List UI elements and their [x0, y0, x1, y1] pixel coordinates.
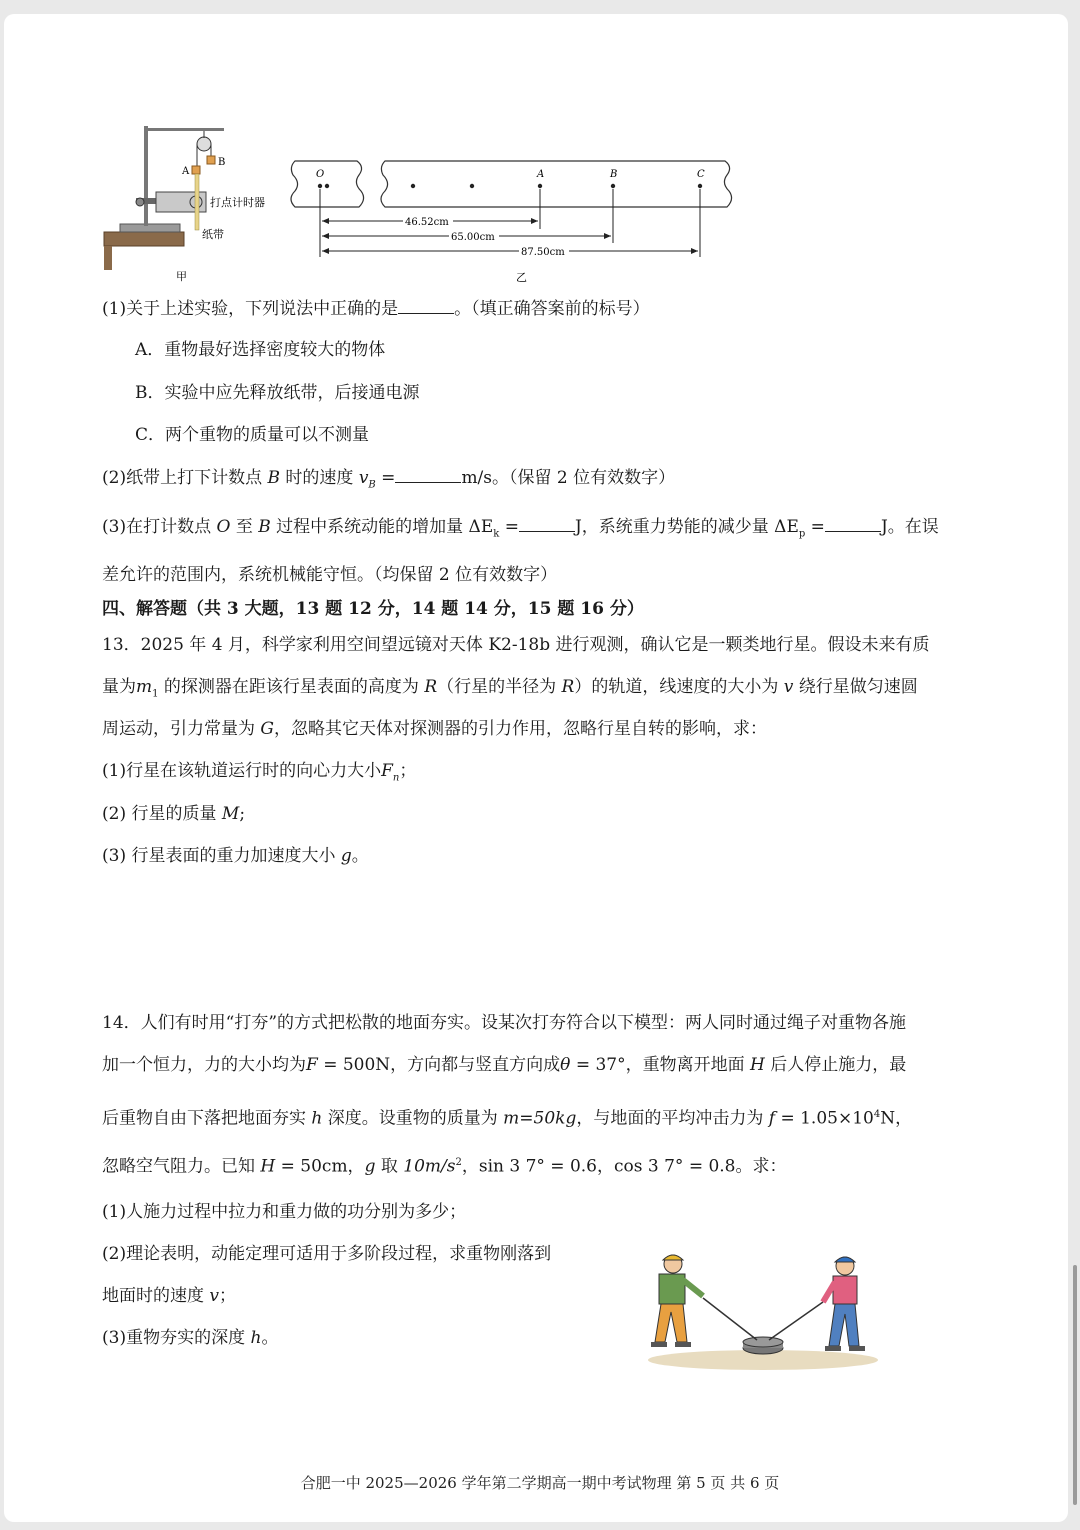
q13-line2: 量为$m_1$ 的探测器在距该行星表面的高度为 R（行星的半径为 R）的轨道，线速度的大小为 v 绕行星做匀速圆 [102, 677, 918, 700]
tape-label: 纸带 [202, 228, 224, 241]
q13-sub2: (2) 行星的质量 M; [102, 804, 246, 824]
section-title: 四、解答题（共 3 大题，13 题 12 分，14 题 14 分，15 题 16 分） [102, 599, 644, 619]
q14-line3: 后重物自由下落把地面夯实 h 深度。设重物的质量为 m=50kg，与地面的平均冲击力为 $f = 1.05\times 10^4N$， [102, 1108, 913, 1129]
q14-sub2-line1: (2)理论表明，动能定理可适用于多阶段过程，求重物刚落到 [102, 1244, 552, 1264]
exp-q1: (1)关于上述实验，下列说法中正确的是 。（填正确答案前的标号） [102, 299, 650, 319]
point-o: O [316, 169, 325, 180]
dist-ob: 65.00cm [451, 232, 495, 243]
q14-sub1: (1)人施力过程中拉力和重力做的功分别为多少； [102, 1202, 467, 1222]
q14-sub2-line2: 地面时的速度 v； [102, 1286, 237, 1306]
exp-q1-option-b: B．实验中应先释放纸带，后接通电源 [135, 383, 420, 403]
point-c: C [697, 169, 705, 180]
label-b: B [218, 157, 226, 168]
figure-caption-yi: 乙 [516, 271, 527, 284]
q13-sub1: (1)行星在该轨道运行时的向心力大小$F_n$； [102, 761, 417, 784]
tamping-illustration [645, 1250, 880, 1375]
q14-line4: 忽略空气阻力。已知 H = 50cm，g 取 $10m/s^2$，sin 3 7° = 0.6，cos 3 7° = 0.8。求： [102, 1156, 787, 1177]
dist-oc: 87.50cm [521, 247, 565, 258]
q13-line3: 周运动，引力常量为 G，忽略其它天体对探测器的引力作用，忽略行星自转的影响，求： [102, 719, 767, 739]
dist-oa: 46.52cm [405, 217, 449, 228]
exp-q3-line2: 差允许的范围内，系统机械能守恒。（均保留 2 位有效数字） [102, 565, 558, 585]
timer-label: 打点计时器 [210, 196, 265, 209]
q14-sub3: (3)重物夯实的深度 h。 [102, 1328, 279, 1348]
point-a: A [537, 169, 545, 180]
q14-line1: 14．人们有时用“打夯”的方式把松散的地面夯实。设某次打夯符合以下模型：两人同时通过绳子对重物各施 [102, 1013, 907, 1033]
answer-blank[interactable] [395, 466, 461, 483]
point-b: B [610, 169, 618, 180]
label-a: A [182, 166, 190, 177]
answer-blank[interactable] [398, 297, 454, 314]
q14-line2: 加一个恒力，力的大小均为F = 500N，方向都与竖直方向成θ = 37°，重物离开地面 H 后人停止施力，最 [102, 1055, 907, 1075]
scrollbar[interactable] [1073, 1265, 1077, 1505]
q13-sub3: (3) 行星表面的重力加速度大小 g。 [102, 846, 369, 866]
tape-figure [285, 155, 745, 285]
answer-blank[interactable] [519, 515, 575, 532]
q13-line1: 13．2025 年 4 月，科学家利用空间望远镜对天体 K2-18b 进行观测，确认它是一颗类地行星。假设未来有质 [102, 635, 930, 655]
apparatus-figure [100, 120, 280, 290]
answer-blank[interactable] [825, 515, 881, 532]
exp-q1-option-a: A．重物最好选择密度较大的物体 [135, 340, 386, 360]
exp-q1-option-c: C．两个重物的质量可以不测量 [135, 425, 370, 445]
exp-q2: (2)纸带上打下计数点 B 时的速度 $v_B = m/s$。（保留 2 位有效数字） [102, 468, 676, 491]
exp-q3: (3)在打计数点 O 至 B 过程中系统动能的增加量 $\Delta E_k = J$，系统重力势能的减少量 $\Delta E_p = J$。在误 [102, 517, 939, 540]
page-footer: 合肥一中 2025—2026 学年第二学期高一期中考试物理 第 5 页 共 6 页 [300, 1474, 780, 1492]
figure-caption-jia: 甲 [176, 270, 187, 283]
